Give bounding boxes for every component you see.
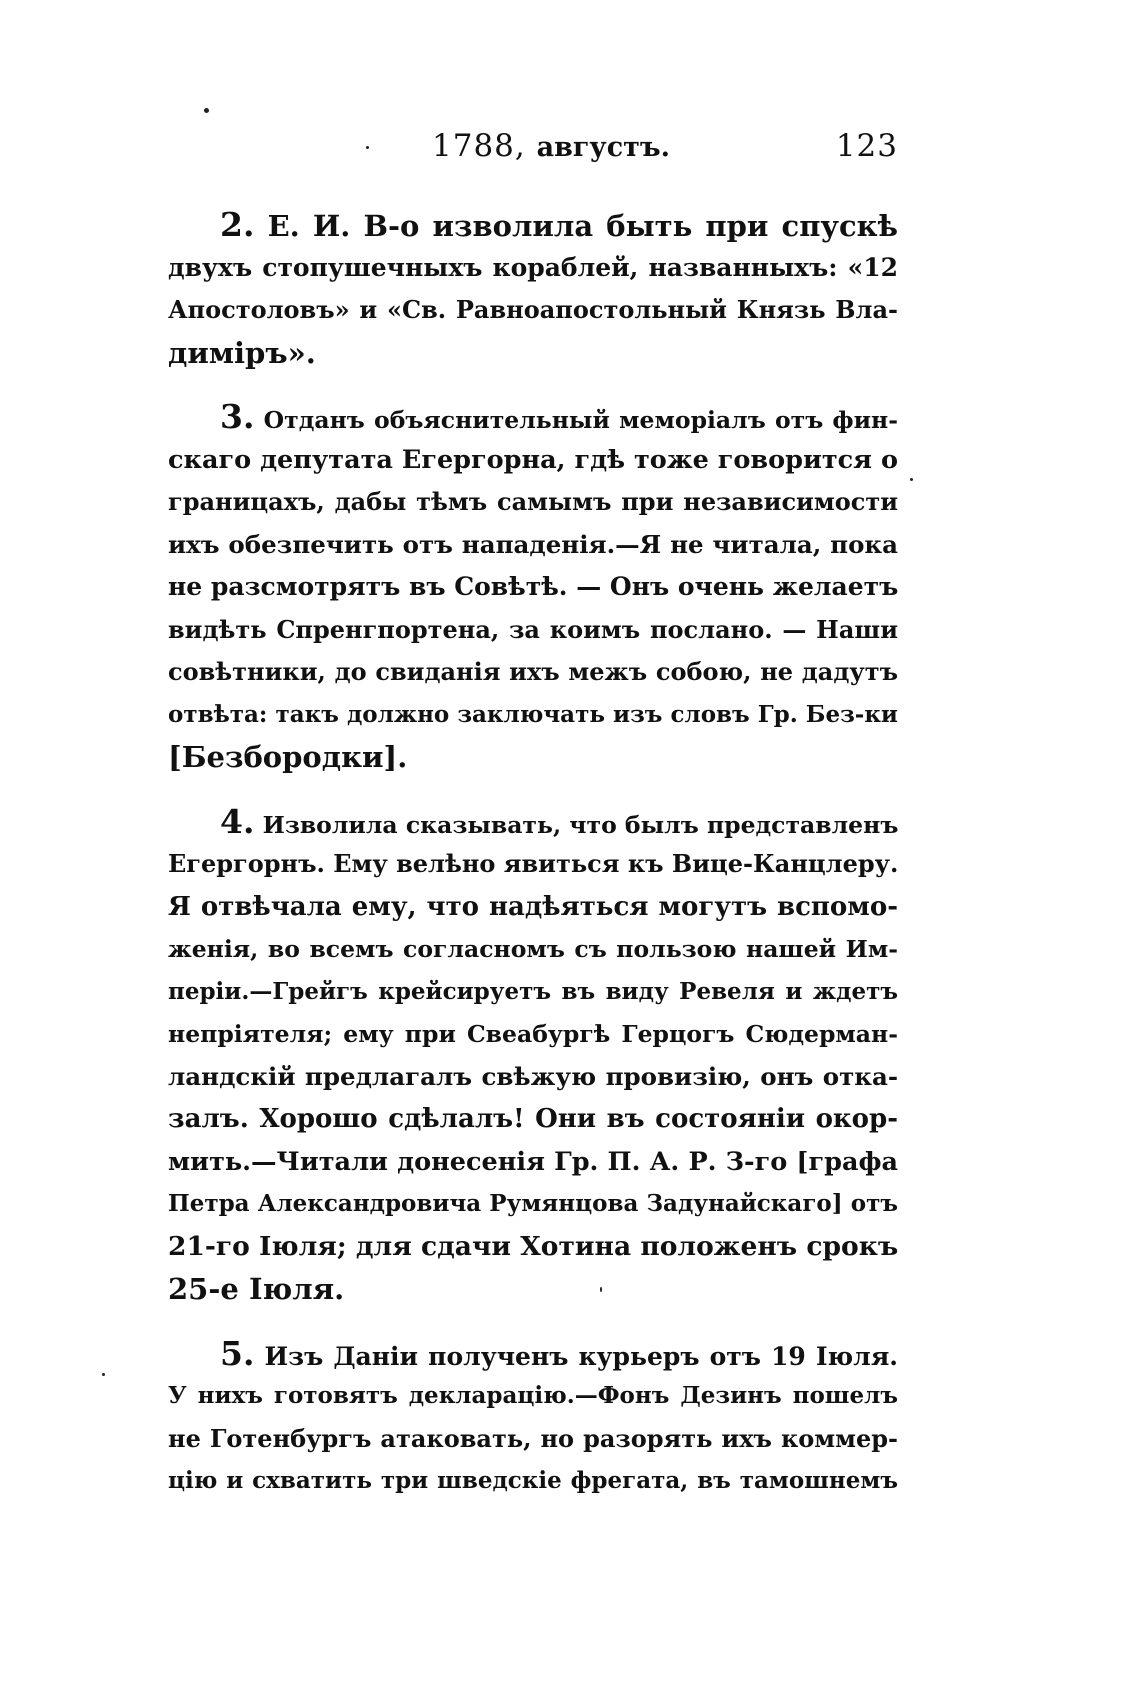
text-line: ландскій предлагалъ свѣжую провизію, онъ отка- [168, 1061, 898, 1091]
text-line: 3. Отданъ объяснительный меморіалъ отъ фин- [220, 397, 899, 436]
text-line: совѣтники, до свиданія ихъ межъ собою, не дадутъ [168, 657, 898, 686]
text-line: мить.—Читали донесенія Гр. П. А. Р. З-го [графа [168, 1146, 898, 1177]
text-line: диміръ». [168, 335, 316, 370]
page-body [168, 204, 898, 1525]
text-line: ихъ обезпечить отъ нападенія.—Я не читала, пока [168, 529, 898, 559]
text-line: залъ. Хорошо сдѣлалъ! Они въ состояніи окор- [168, 1104, 898, 1134]
text-line: періи.—Грейгъ крейсируетъ въ виду Ревеля и ждетъ [168, 977, 898, 1005]
text-line: Петра Александровича Румянцова Задунайскаго] отъ [168, 1190, 898, 1217]
text-line: скаго депутата Егергорна, гдѣ тоже говорится о [168, 444, 898, 475]
page-number: 123 [835, 128, 898, 164]
text-line: видѣть Спренгпортена, за коимъ послано. — Наши [168, 614, 898, 644]
entry-2 [168, 204, 898, 374]
text-line: [Безбородки]. [168, 740, 408, 774]
entry-number: 4. [220, 801, 255, 841]
entry-number: 2. [220, 205, 255, 244]
scan-speck [204, 108, 209, 113]
text-line: женія, во всемъ согласномъ съ пользою нашей Им- [168, 935, 898, 963]
text-line: Апостоловъ» и «Св. Равноапостольный Князь Вла- [168, 295, 898, 324]
entry-4 [168, 801, 898, 1311]
text-line: Я отвѣчала ему, что надѣяться могутъ вспомо- [168, 891, 898, 922]
text-line: непріятеля; ему при Свеабургѣ Герцогъ Сюдерман- [168, 1020, 898, 1048]
scan-speck [910, 478, 913, 481]
text-line: 21-го Іюля; для сдачи Хотина положенъ срокъ [168, 1230, 899, 1262]
text-line: двухъ стопушечныхъ кораблей, названныхъ: «12 [168, 252, 898, 282]
scan-speck [102, 1373, 105, 1376]
text-line: не разсмотрятъ въ Совѣтѣ. — Онъ очень желаетъ [168, 572, 899, 601]
entry-number: 3. [220, 397, 255, 436]
text-line: не Готенбургъ атаковать, но разорять ихъ коммер- [168, 1423, 898, 1453]
text-line: границахъ, дабы тѣмъ самымъ при независимости [168, 487, 898, 516]
text-line: Егергорнъ. Ему велѣно явиться къ Вице-Канцлеру. [168, 849, 899, 878]
entry-5 [168, 1333, 898, 1503]
text-line: 5. Изъ Даніи полученъ курьеръ отъ 19 Іюля. [220, 1333, 898, 1373]
entry-number: 5. [220, 1333, 255, 1373]
text-line: У нихъ готовятъ декларацію.—Фонъ Дезинъ пошелъ [168, 1382, 898, 1409]
text-line: цію и схватить три шведскіе фрегата, въ тамошнемъ [168, 1467, 898, 1494]
text-line: отвѣта: такъ должно заключать изъ словъ Гр. Без-ки [168, 700, 898, 728]
text-line: 25-е Іюля. [168, 1272, 345, 1306]
running-header [168, 128, 898, 178]
text-line: 4. Изволила сказывать, что былъ представленъ [220, 801, 899, 841]
header-month: августъ. [536, 132, 670, 163]
text-line: 2. Е. И. В-о изволила быть при спускѣ [220, 205, 898, 244]
running-title [432, 128, 670, 164]
header-year: 1788, [432, 128, 537, 164]
entry-3 [168, 396, 898, 779]
